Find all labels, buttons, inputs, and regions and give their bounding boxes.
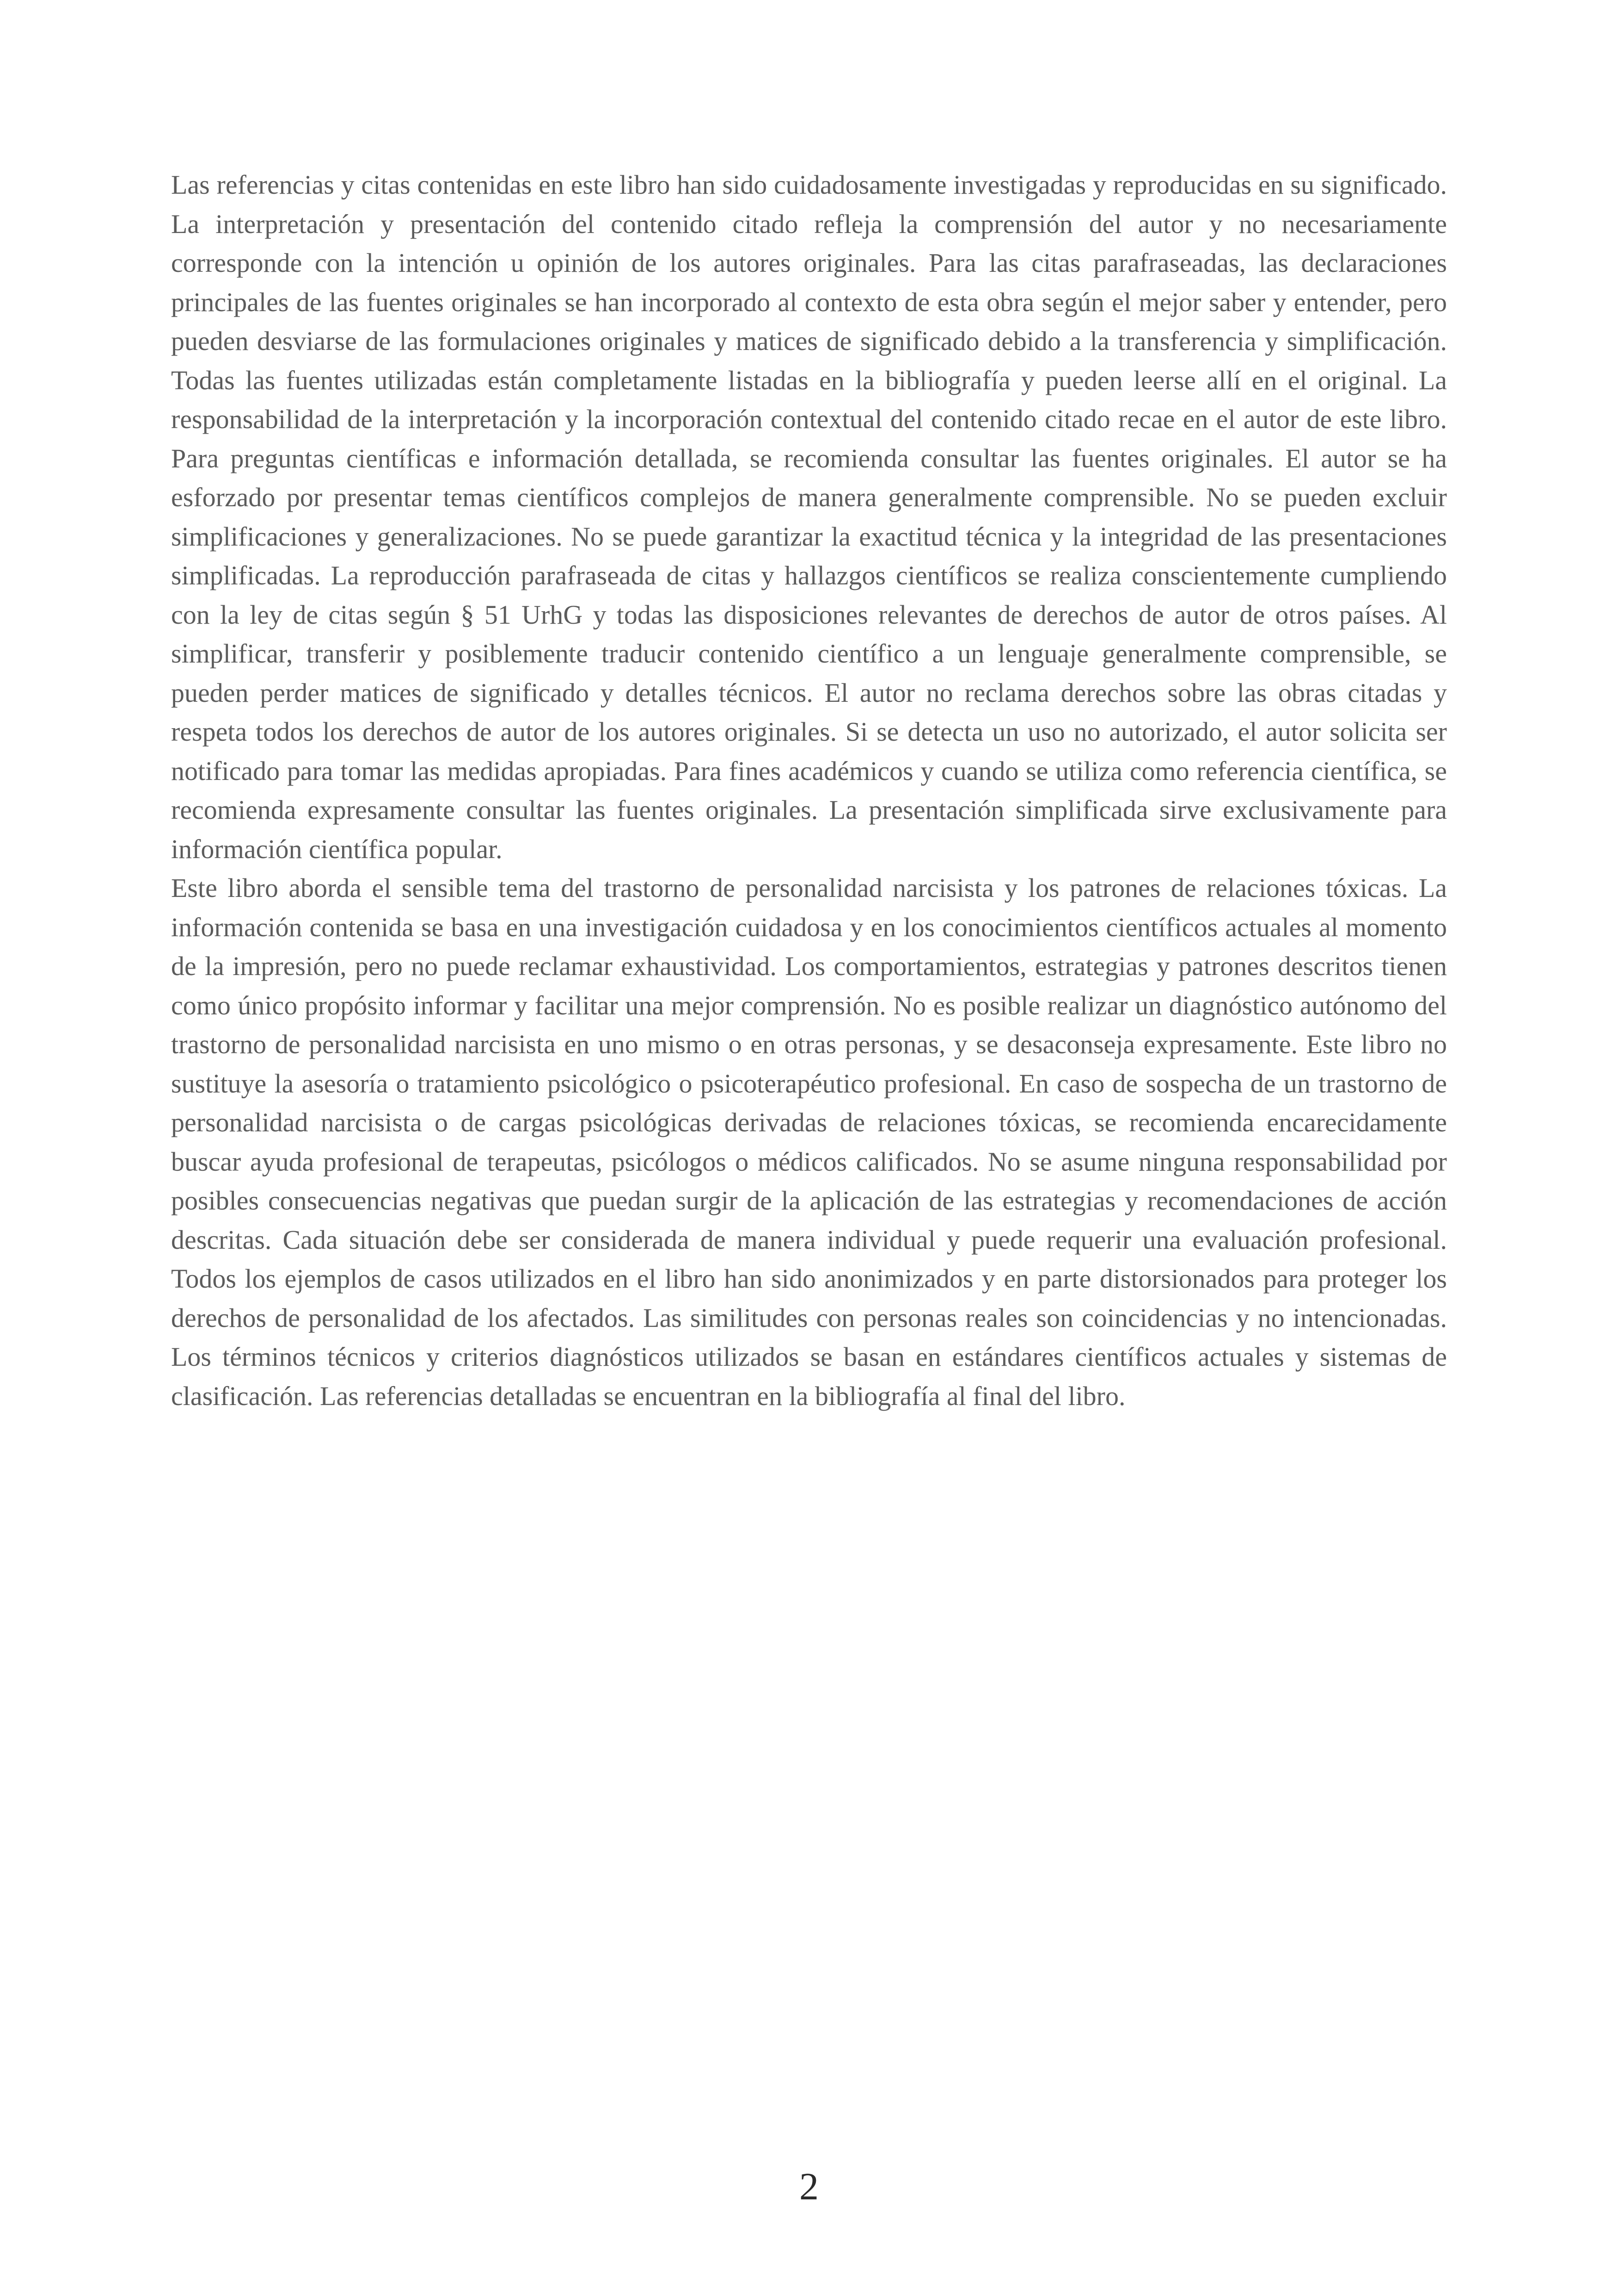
body-text [171, 166, 1447, 1416]
page-number: 2 [799, 2165, 819, 2208]
paragraph-medical-disclaimer: Este libro aborda el sensible tema del trastorno de personalidad narcisista y los patrones de relaciones tóxicas. La información contenida se basa en una investigación cuidadosa y en los conocimientos científicos actuales al momento de la impresión, pero no puede reclamar exhaustividad. Los comportamientos, estrategias y patrones descritos tienen como único propósito informar y facilitar una mejor comprensión. No es posible realizar un diagnóstico autónomo del trastorno de personalidad narcisista en uno mismo o en otras personas, y se desaconseja expresamente. Este libro no sustituye la asesoría o tratamiento psicológico o psicoterapéutico profesional. En caso de sospecha de un trastorno de personalidad narcisista o de cargas psicológicas derivadas de relaciones tóxicas, se recomienda encarecidamente buscar ayuda profesional de terapeutas, psicólogos o médicos calificados. No se asume ninguna responsabilidad por posibles consecuencias negativas que puedan surgir de la aplicación de las estrategias y recomendaciones de acción descritas. Cada situación debe ser considerada de manera individual y puede requerir una evaluación profesional. Todos los ejemplos de casos utilizados en el libro han sido anonimizados y en parte distorsionados para proteger los derechos de personalidad de los afectados. Las similitudes con personas reales son coincidencias y no intencionadas. Los términos técnicos y criterios diagnósticos utilizados se basan en estándares científicos actuales y sistemas de clasificación. Las referencias detalladas se encuentran en la bibliografía al final del libro. [171, 873, 1447, 1411]
paragraph-citations-disclaimer: Las referencias y citas contenidas en este libro han sido cuidadosamente investigadas y reproducidas en su significado. La interpretación y presentación del contenido citado refleja la comprensión del autor y no necesariamente corresponde con la intención u opinión de los autores originales. Para las citas parafraseadas, las declaraciones principales de las fuentes originales se han incorporado al contexto de esta obra según el mejor saber y entender, pero pueden desviarse de las formulaciones originales y matices de significado debido a la transferencia y simplificación. Todas las fuentes utilizadas están completamente listadas en la bibliografía y pueden leerse allí en el original. La responsabilidad de la interpretación y la incorporación contextual del contenido citado recae en el autor de este libro. Para preguntas científicas e información detallada, se recomienda consultar las fuentes originales. El autor se ha esforzado por presentar temas científicos complejos de manera generalmente comprensible. No se pueden excluir simplificaciones y generalizaciones. No se puede garantizar la exactitud técnica y la integridad de las presentaciones simplificadas. La reproducción parafraseada de citas y hallazgos científicos se realiza conscientemente cumpliendo con la ley de citas según § 51 UrhG y todas las disposiciones relevantes de derechos de autor de otros países. Al simplificar, transferir y posiblemente traducir contenido científico a un lenguaje generalmente comprensible, se pueden perder matices de significado y detalles técnicos. El autor no reclama derechos sobre las obras citadas y respeta todos los derechos de autor de los autores originales. Si se detecta un uso no autorizado, el autor solicita ser notificado para tomar las medidas apropiadas. Para fines académicos y cuando se utiliza como referencia científica, se recomienda expresamente consultar las fuentes originales. La presentación simplificada sirve exclusivamente para información científica popular. [171, 170, 1447, 864]
